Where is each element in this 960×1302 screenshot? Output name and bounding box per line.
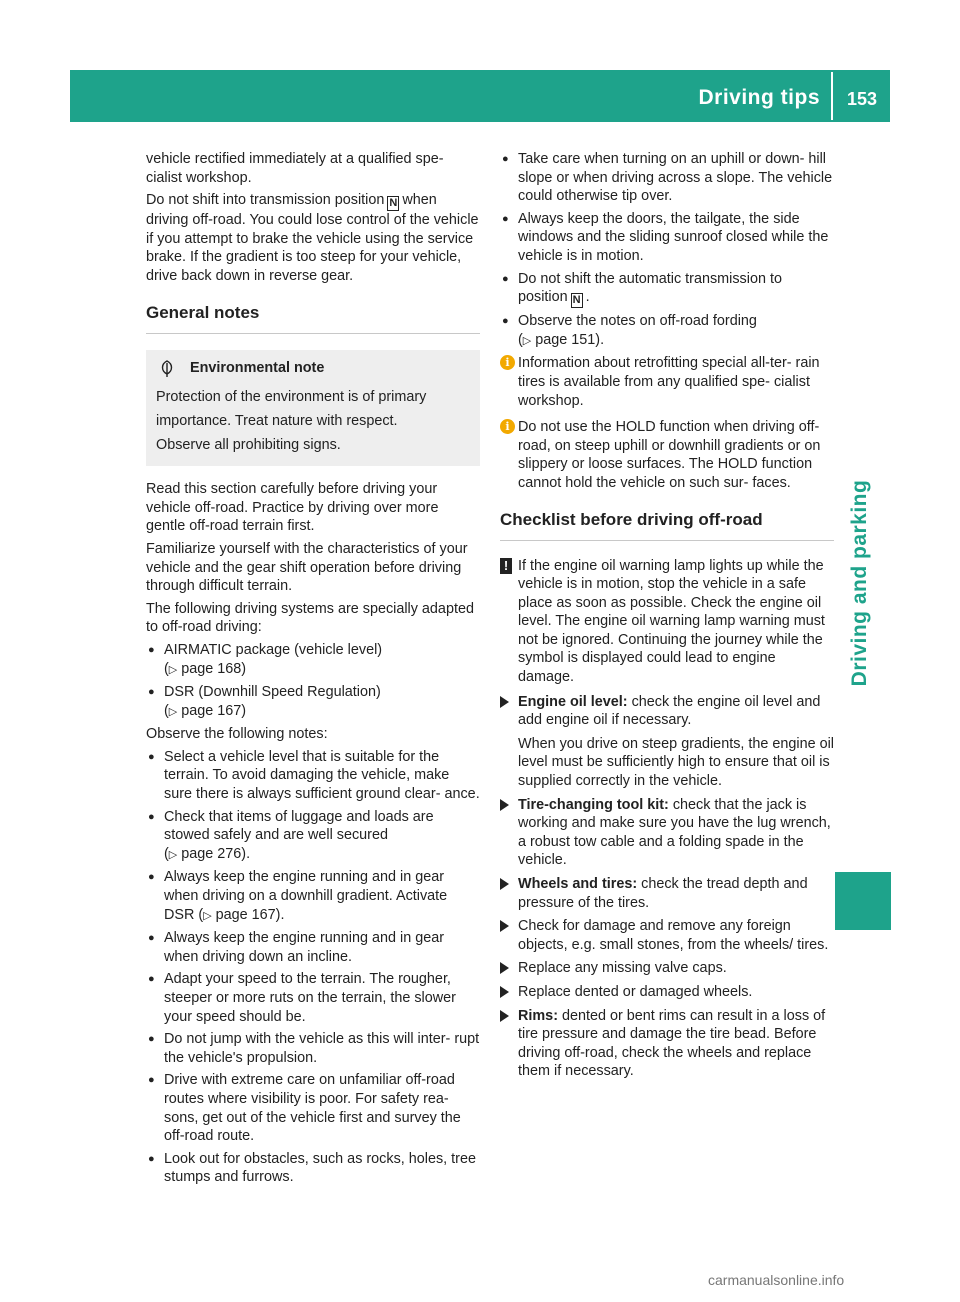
paragraph: The following driving systems are specially adapted to off-road driving: bbox=[146, 600, 474, 636]
list-item: ● Drive with extreme care on unfamiliar off-road routes where visibility is poor. For safety rea- sons, get out of the vehicle first and survey the off-road route. bbox=[148, 1072, 461, 1145]
paragraph: vehicle rectified immediately at a qualified spe- cialist workshop. bbox=[146, 151, 444, 186]
step-arrow-icon bbox=[500, 878, 509, 890]
bullet-icon: ● bbox=[148, 686, 155, 699]
checklist-step: Replace dented or damaged wheels. bbox=[500, 983, 834, 1002]
step-arrow-icon bbox=[500, 799, 509, 811]
bullet-icon: ● bbox=[148, 973, 155, 986]
bullet-icon: ● bbox=[148, 643, 155, 656]
leaf-icon bbox=[158, 359, 176, 377]
gear-n-symbol: N bbox=[387, 196, 399, 211]
page-ref-arrow-icon: ▷ bbox=[168, 848, 178, 861]
bullet-icon: ● bbox=[148, 871, 155, 884]
page-ref-arrow-icon: ▷ bbox=[203, 909, 212, 922]
watermark: carmanualsonline.info bbox=[708, 1272, 845, 1288]
checklist-step: Replace any missing valve caps. bbox=[500, 959, 834, 978]
section-heading-general-notes: General notes bbox=[146, 302, 480, 334]
info-icon: i bbox=[500, 355, 515, 370]
list-item: ● Always keep the doors, the tailgate, the side windows and the sliding sunroof closed while the vehicle is in motion. bbox=[502, 210, 829, 264]
section-title: Driving tips bbox=[698, 86, 820, 109]
list-item: ● Do not shift the automatic transmission to position N . bbox=[502, 270, 782, 307]
bullet-icon: ● bbox=[148, 1033, 155, 1046]
checklist-step: Wheels and tires: check the tread depth and pressure of the tires. bbox=[500, 875, 834, 912]
page-number: 153 bbox=[846, 89, 878, 109]
bullet-icon: ● bbox=[148, 810, 155, 823]
list-item: ● Do not jump with the vehicle as this will inter- rupt the vehicle's propulsion. bbox=[148, 1031, 480, 1066]
bullet-icon: ● bbox=[148, 750, 155, 763]
bullet-icon: ● bbox=[502, 212, 509, 225]
page-ref-link[interactable]: page 168) bbox=[181, 660, 247, 677]
bullet-icon: ● bbox=[148, 1152, 155, 1165]
checklist-step: Tire-changing tool kit: check that the jack is working and make sure you have the lug wrench, a robust tow cable and a folding spade in the vehicle. bbox=[500, 796, 834, 870]
warning-note bbox=[500, 557, 834, 687]
bullet-icon: ● bbox=[502, 153, 509, 165]
list-item: ● Always keep the engine running and in gear when driving on a downhill gradient. Activate DSR (▷ page 167). bbox=[148, 869, 448, 923]
step-arrow-icon bbox=[500, 986, 509, 998]
list-item: ● Check that items of luggage and loads are stowed safely and are well secured (▷ page 276). bbox=[148, 808, 434, 862]
warning-text: If the engine oil warning lamp lights up while the vehicle is in motion, stop the vehicle in a safe place as soon as possible. Check the engine oil level. The engine oil warning lamp warning must not be ignored. Continuing the journey while the symbol is displayed could lead to engine damage. bbox=[518, 557, 825, 686]
section-heading-checklist: Checklist before driving off-road bbox=[500, 509, 834, 541]
list-item: ● Observe the notes on off-road fording (▷ page 151). bbox=[502, 313, 757, 348]
info-text: Information about retrofitting special all-ter- rain tires is available from any qualified spe- cialist workshop. bbox=[518, 355, 820, 409]
left-column bbox=[146, 150, 480, 1191]
note-title: Environmental note bbox=[190, 359, 325, 376]
page-ref-arrow-icon: ▷ bbox=[168, 663, 178, 676]
list-item: ● Always keep the engine running and in gear when driving down an incline. bbox=[148, 930, 445, 965]
page-ref-link[interactable]: page 276). bbox=[181, 845, 251, 862]
notes-list bbox=[146, 748, 480, 1187]
systems-list bbox=[146, 641, 480, 721]
bullet-icon: ● bbox=[502, 272, 509, 285]
checklist-step: Engine oil level: check the engine oil level and add engine oil if necessary. bbox=[500, 693, 834, 730]
page-ref-link[interactable]: page 151). bbox=[535, 331, 605, 348]
step-arrow-icon bbox=[500, 1010, 509, 1022]
bullet-icon: ● bbox=[148, 1074, 155, 1087]
paragraph: Familiarize yourself with the characteristics of your vehicle and the gear shift operation before driving through difficult terrain. bbox=[146, 540, 468, 595]
list-item: ● Select a vehicle level that is suitable for the terrain. To avoid damaging the vehicle, make sure there is always sufficient ground clear- ance. bbox=[148, 748, 480, 803]
checklist-step: Rims: dented or bent rims can result in a loss of tire pressure and damage the tire bead. Before driving off-road, check the wheels and replace them if necessary. bbox=[500, 1007, 834, 1081]
header-divider bbox=[831, 72, 833, 120]
chapter-tab-label: Driving and parking bbox=[848, 479, 871, 686]
step-detail: When you drive on steep gradients, the engine oil level must be sufficiently high to ensure that oil is supplied correctly in the vehicle. bbox=[518, 735, 834, 790]
page-ref-arrow-icon: ▷ bbox=[522, 334, 532, 347]
chapter-tab[interactable] bbox=[835, 305, 885, 860]
page-ref-arrow-icon: ▷ bbox=[168, 705, 178, 718]
info-text: Do not use the HOLD function when driving off-road, on steep uphill or downhill gradients or on slippery or loose surfaces. The HOLD function cannot hold the vehicle on such sur- faces. bbox=[518, 419, 821, 491]
note-text: Protection of the environment is of primary bbox=[156, 389, 427, 406]
page-ref-link[interactable]: page 167). bbox=[215, 906, 285, 923]
list-item: ● AIRMATIC package (vehicle level) (▷ page 168) bbox=[148, 641, 383, 677]
note-text: importance. Treat nature with respect. bbox=[156, 413, 398, 430]
info-note bbox=[500, 418, 834, 492]
chapter-tab-marker bbox=[835, 872, 891, 930]
list-item: ● Look out for obstacles, such as rocks, holes, tree stumps and furrows. bbox=[148, 1150, 476, 1186]
gear-n-symbol: N bbox=[571, 293, 583, 308]
info-icon: i bbox=[500, 419, 515, 434]
right-column bbox=[500, 150, 834, 1086]
info-note bbox=[500, 354, 834, 410]
bullet-icon: ● bbox=[148, 932, 155, 945]
paragraph: Read this section carefully before driving your vehicle off-road. Practice by driving over more gentle off-road terrain first. bbox=[146, 481, 439, 535]
step-arrow-icon bbox=[500, 696, 509, 708]
step-arrow-icon bbox=[500, 920, 509, 932]
list-item: ● Take care when turning on an uphill or down- hill slope or when driving across a slope. The vehicle could otherwise tip over. bbox=[502, 151, 833, 205]
paragraph: Observe the following notes: bbox=[146, 726, 328, 743]
bullet-icon: ● bbox=[502, 315, 509, 328]
paragraph: Do not shift into transmission position N when driving off-road. You could lose control of the vehicle if you attempt to brake the vehicle using the service brake. If the gradient is too steep for your vehicle, drive back down in reverse gear. bbox=[146, 192, 479, 284]
step-arrow-icon bbox=[500, 962, 509, 974]
page-ref-link[interactable]: page 167) bbox=[181, 702, 247, 719]
checklist-step: Check for damage and remove any foreign objects, e.g. small stones, from the wheels/ tires. bbox=[500, 917, 834, 954]
list-item: ● Adapt your speed to the terrain. The rougher, steeper or more ruts on the terrain, the slower your speed should be. bbox=[148, 971, 456, 1025]
note-text: Observe all prohibiting signs. bbox=[156, 437, 341, 454]
list-item: ● DSR (Downhill Speed Regulation) (▷ page 167) bbox=[148, 684, 381, 719]
warning-icon: ! bbox=[500, 558, 512, 574]
environmental-note bbox=[146, 350, 480, 467]
safety-list bbox=[500, 150, 834, 350]
